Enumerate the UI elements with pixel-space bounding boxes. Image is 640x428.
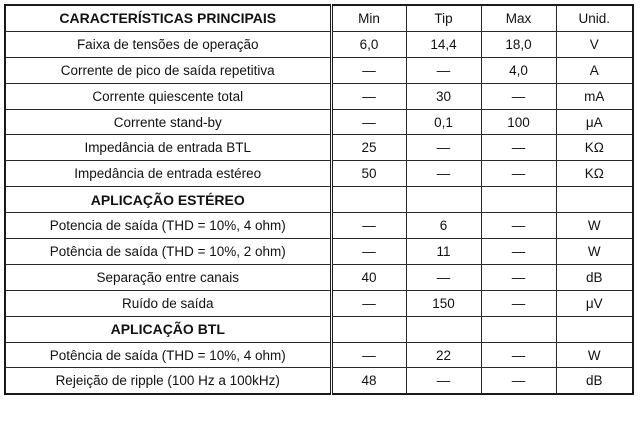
value-tip: 22 (406, 342, 481, 368)
value-tip: — (406, 57, 481, 83)
table-header-row (5, 5, 633, 31)
parameter-label: Faixa de tensões de operação (5, 31, 331, 57)
value-min: 50 (331, 161, 406, 187)
value-min: 25 (331, 135, 406, 161)
value-max: — (481, 239, 556, 265)
table-row (5, 161, 633, 187)
value-tip: 6 (406, 213, 481, 239)
value-max: — (481, 342, 556, 368)
value-max: — (481, 290, 556, 316)
section-title: APLICAÇÃO ESTÉREO (5, 187, 331, 213)
value-min: 6,0 (331, 31, 406, 57)
table-body (5, 31, 633, 394)
value-min: — (331, 239, 406, 265)
value-max: 18,0 (481, 31, 556, 57)
table-row (5, 57, 633, 83)
empty-cell (406, 187, 481, 213)
value-min: — (331, 57, 406, 83)
value-unit: μA (556, 109, 633, 135)
characteristics-table (4, 4, 634, 395)
value-max: 4,0 (481, 57, 556, 83)
empty-cell (556, 187, 633, 213)
value-tip: 150 (406, 290, 481, 316)
value-min: — (331, 290, 406, 316)
value-min: — (331, 342, 406, 368)
table-row (5, 109, 633, 135)
value-min: — (331, 83, 406, 109)
value-max: — (481, 213, 556, 239)
value-unit: KΩ (556, 161, 633, 187)
section-row (5, 316, 633, 342)
header-characteristics: CARACTERÍSTICAS PRINCIPAIS (5, 5, 331, 31)
value-tip: — (406, 161, 481, 187)
value-max: — (481, 264, 556, 290)
table-row (5, 368, 633, 394)
empty-cell (481, 316, 556, 342)
section-title: APLICAÇÃO BTL (5, 316, 331, 342)
parameter-label: Potência de saída (THD = 10%, 4 ohm) (5, 342, 331, 368)
table-row (5, 264, 633, 290)
empty-cell (331, 316, 406, 342)
parameter-label: Impedância de entrada BTL (5, 135, 331, 161)
value-min: 40 (331, 264, 406, 290)
section-row (5, 187, 633, 213)
empty-cell (481, 187, 556, 213)
value-max: — (481, 161, 556, 187)
header-unit: Unid. (556, 5, 633, 31)
value-max: — (481, 83, 556, 109)
value-max: — (481, 135, 556, 161)
value-max: — (481, 368, 556, 394)
value-unit: W (556, 239, 633, 265)
parameter-label: Potência de saída (THD = 10%, 2 ohm) (5, 239, 331, 265)
parameter-label: Separação entre canais (5, 264, 331, 290)
value-unit: V (556, 31, 633, 57)
value-min: — (331, 213, 406, 239)
parameter-label: Impedância de entrada estéreo (5, 161, 331, 187)
table-row (5, 31, 633, 57)
value-tip: 11 (406, 239, 481, 265)
value-tip: — (406, 264, 481, 290)
value-unit: dB (556, 264, 633, 290)
table-row (5, 290, 633, 316)
empty-cell (556, 316, 633, 342)
parameter-label: Corrente quiescente total (5, 83, 331, 109)
value-unit: μV (556, 290, 633, 316)
table-row (5, 135, 633, 161)
parameter-label: Ruído de saída (5, 290, 331, 316)
table-row (5, 239, 633, 265)
value-min: 48 (331, 368, 406, 394)
value-tip: 0,1 (406, 109, 481, 135)
value-max: 100 (481, 109, 556, 135)
value-unit: W (556, 213, 633, 239)
value-tip: — (406, 135, 481, 161)
value-min: — (331, 109, 406, 135)
empty-cell (331, 187, 406, 213)
value-tip: 14,4 (406, 31, 481, 57)
value-tip: — (406, 368, 481, 394)
parameter-label: Corrente de pico de saída repetitiva (5, 57, 331, 83)
value-unit: A (556, 57, 633, 83)
value-unit: dB (556, 368, 633, 394)
parameter-label: Rejeição de ripple (100 Hz a 100kHz) (5, 368, 331, 394)
value-tip: 30 (406, 83, 481, 109)
empty-cell (406, 316, 481, 342)
value-unit: KΩ (556, 135, 633, 161)
value-unit: mA (556, 83, 633, 109)
value-unit: W (556, 342, 633, 368)
spec-sheet (4, 4, 632, 420)
parameter-label: Corrente stand-by (5, 109, 331, 135)
header-min: Min (331, 5, 406, 31)
table-row (5, 342, 633, 368)
header-max: Max (481, 5, 556, 31)
table-row (5, 83, 633, 109)
header-tip: Tip (406, 5, 481, 31)
table-row (5, 213, 633, 239)
parameter-label: Potencia de saída (THD = 10%, 4 ohm) (5, 213, 331, 239)
